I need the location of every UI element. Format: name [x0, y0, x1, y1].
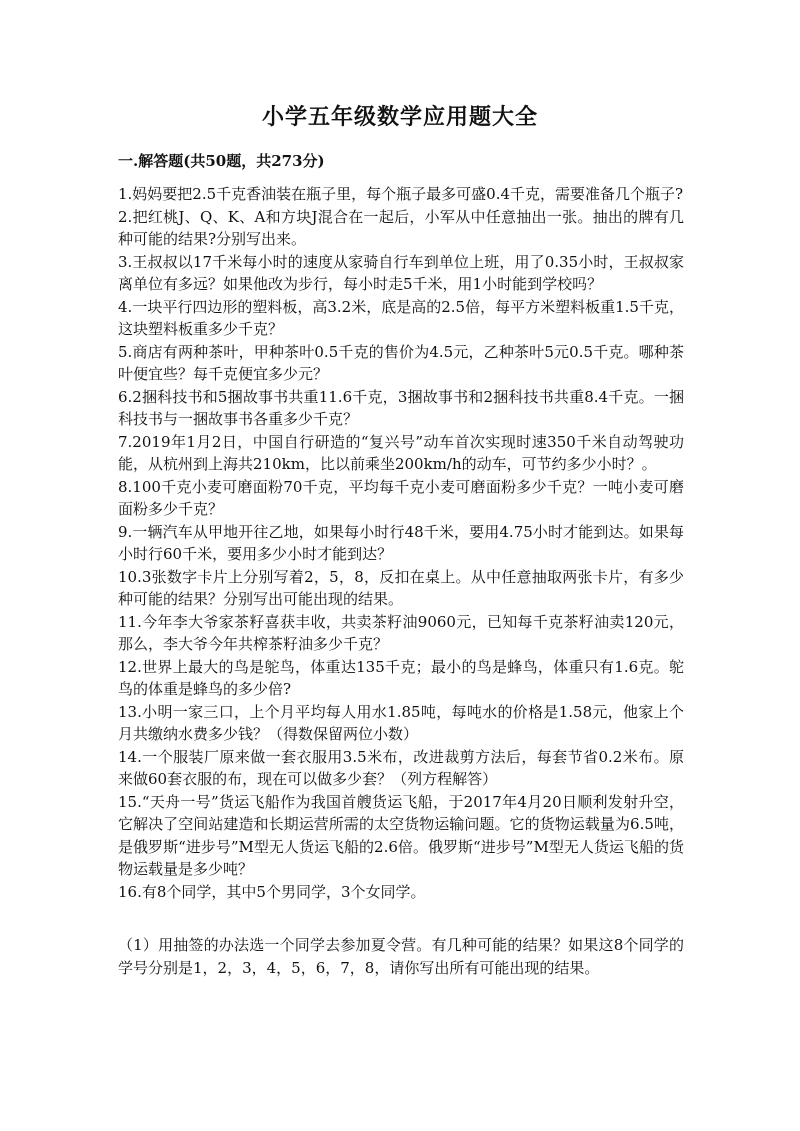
- question-list: [118, 183, 684, 903]
- question-item: 11.今年李大爷家茶籽喜获丰收，共卖茶籽油9060元，已知每千克茶籽油卖120元，那么，李大爷今年共榨茶籽油多少千克？: [118, 612, 684, 653]
- question-item: 7.2019年1月2日，中国自行研造的“复兴号”动车首次实现时速350千米自动驾驶功能，从杭州到上海共210km，比以前乘坐200km/h的动车，可节约多少小时？。: [118, 432, 684, 473]
- question-item: 16.有8个同学，其中5个男同学，3个女同学。: [118, 882, 426, 901]
- question-item: 1.妈妈要把2.5千克香油装在瓶子里，每个瓶子最多可盛0.4千克，需要准备几个瓶子?: [118, 185, 684, 203]
- document-title: 小学五年级数学应用题大全: [261, 104, 538, 130]
- question-item: 6.2捆科技书和5捆故事书共重11.6千克，3捆故事书和2捆科技书共重8.4千克。一捆科技书与一捆故事书各重多少千克？: [118, 387, 684, 428]
- question-item: 15.“天舟一号”货运飞船作为我国首艘货运飞船，于2017年4月20日顺利发射升空，它解决了空间站建造和长期运营所需的太空货物运输问题。它的货物运载量为6.5吨，是俄罗斯“进步号”M型无人货运飞船的2.6倍。俄罗斯“进步号”M型无人货运飞船的货物运载量是多少吨？: [118, 792, 684, 878]
- question-item: 9.一辆汽车从甲地开往乙地，如果每小时行48千米，要用4.75小时才能到达。如果每小时行60千米，要用多少小时才能到达？: [118, 522, 684, 563]
- question-item: 14.一个服装厂原来做一套衣服用3.5米布，改进裁剪方法后，每套节省0.2米布。原来做60套衣服的布，现在可以做多少套？（列方程解答）: [118, 747, 684, 788]
- question-item: 3.王叔叔以17千米每小时的速度从家骑自行车到单位上班，用了0.35小时，王叔叔家离单位有多远？如果他改为步行，每小时走5千米，用1小时能到学校吗？: [118, 252, 684, 293]
- question-item: 5.商店有两种茶叶，甲种茶叶0.5千克的售价为4.5元，乙种茶叶5元0.5千克。哪种茶叶便宜些？每千克便宜多少元？: [118, 342, 684, 383]
- question-item: 12.世界上最大的鸟是鸵鸟，体重达135千克；最小的鸟是蜂鸟，体重只有1.6克。鸵鸟的体重是蜂鸟的多少倍?: [118, 657, 684, 698]
- question-item: 8.100千克小麦可磨面粉70千克，平均每千克小麦可磨面粉多少千克？一吨小麦可磨面粉多少千克？: [118, 477, 684, 518]
- sub-question: （1）用抽签的办法选一个同学去参加夏令营。有几种可能的结果？如果这8个同学的学号分别是1，2，3，4，5，6，7，8，请你写出所有可能出现的结果。: [118, 936, 684, 977]
- section-heading: 一.解答题(共50题，共273分): [118, 152, 325, 170]
- question-item: 2.把红桃J、Q、K、A和方块J混合在一起后，小军从中任意抽出一张。抽出的牌有几种可能的结果?分别写出来。: [118, 207, 684, 248]
- question-item: 13.小明一家三口，上个月平均每人用水1.85吨，每吨水的价格是1.58元，他家上个月共缴纳水费多少钱？（得数保留两位小数）: [118, 702, 684, 743]
- question-item: 4.一块平行四边形的塑料板，高3.2米，底是高的2.5倍，每平方米塑料板重1.5千克，这块塑料板重多少千克？: [118, 297, 684, 338]
- question-item: 10.3张数字卡片上分别写着2，5，8，反扣在桌上。从中任意抽取两张卡片，有多少种可能的结果？分别写出可能出现的结果。: [118, 567, 684, 608]
